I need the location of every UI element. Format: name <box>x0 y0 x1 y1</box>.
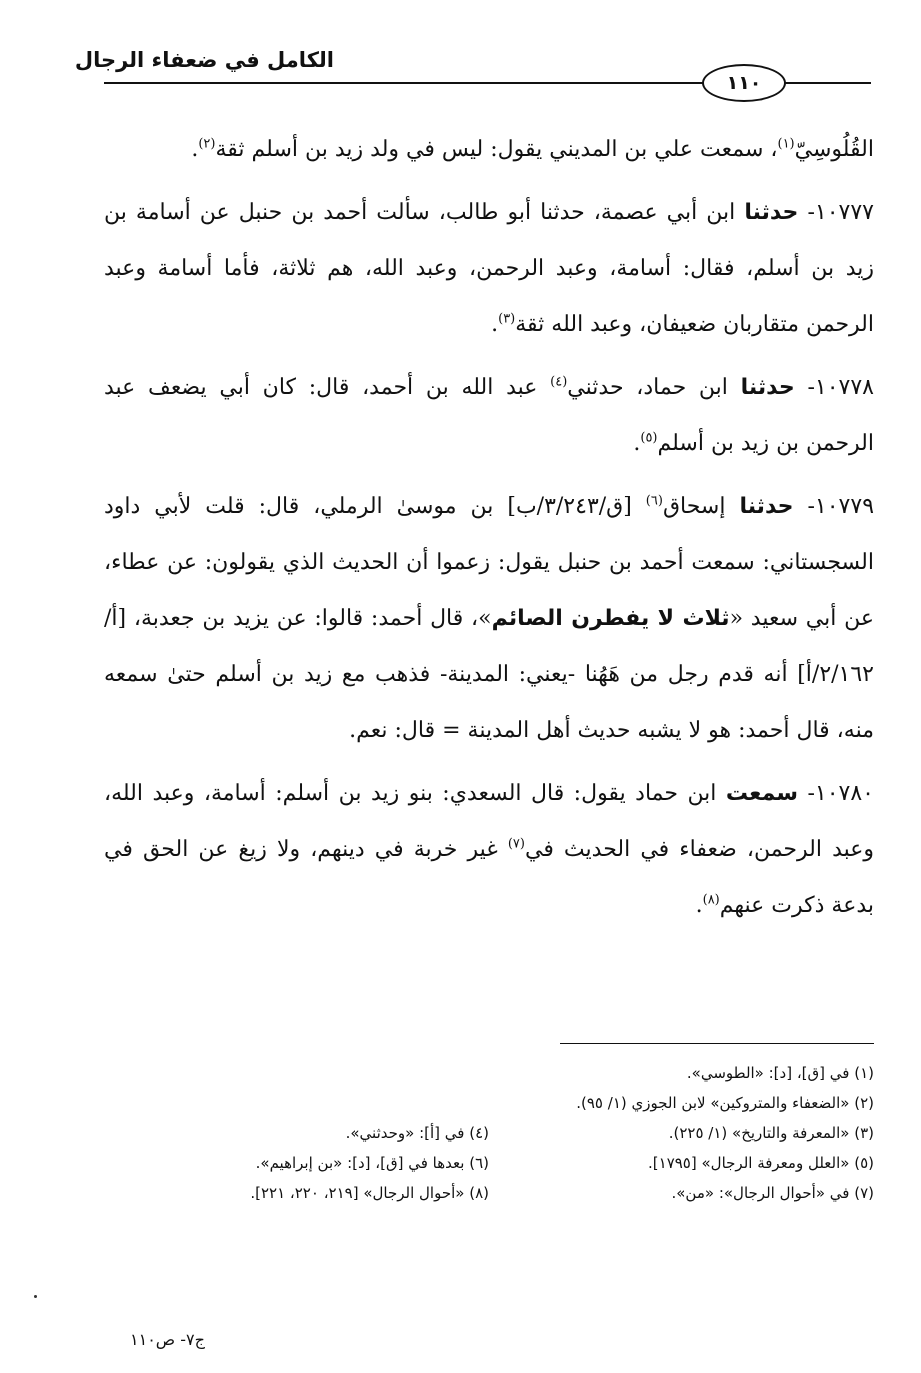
footnote-marker: (١) <box>777 136 795 152</box>
footnote-row <box>104 1148 874 1178</box>
footnote-3: (٣) «المعرفة والتاريخ» (١/ ٢٢٥). <box>668 1124 874 1142</box>
paragraph-10780 <box>104 766 874 934</box>
period: . <box>695 893 703 918</box>
footnote-5: (٥) «العلل ومعرفة الرجال» [١٧٩٥]. <box>648 1154 874 1172</box>
footnote-8: (٨) «أحوال الرجال» [٢١٩، ٢٢٠، ٢٢١]. <box>250 1184 489 1202</box>
footnote-6: (٦) بعدها في [ق]، [د]: «بن إبراهيم». <box>255 1154 489 1172</box>
footnote-marker: (٨) <box>702 892 720 908</box>
text: [ق/٣/٢٤٣/ب] بن موسىٰ الرملي، قال: قلت لأبي داود السجستاني: سمعت أحمد بن حنبل يقول: زعموا أن الحديث الذي يقولون: عن عطاء، عن أبي سعيد « <box>104 494 874 631</box>
footnote-marker: (٣) <box>498 311 516 327</box>
entry-keyword: حدثنا <box>739 494 794 519</box>
text: »، قال أحمد: قالوا: عن يزيد بن جعدبة، [أ/٢/١٦٢/أ] أنه قدم رجل من هَهُنا -يعني: المدينة- فذهب مع زيد بن أسلم حتىٰ سمعه منه، قال أحمد: هو لا يشبه حديث أهل المدينة = قال: نعم. <box>104 606 874 743</box>
footnote-7: (٧) في «أحوال الرجال»: «من». <box>671 1184 874 1202</box>
paragraph-10778 <box>104 360 874 472</box>
stray-dot <box>34 1295 37 1298</box>
volume-page-reference: ج٧- ص١١٠ <box>130 1330 205 1349</box>
entry-keyword: حدثنا <box>744 200 799 225</box>
footnote-2: (٢) «الضعفاء والمتروكين» لابن الجوزي (١/ ٩٥). <box>576 1094 874 1112</box>
text: ، سمعت علي بن المديني يقول: ليس في ولد زيد بن أسلم ثقة <box>215 137 778 162</box>
footnote-4: (٤) في [أ]: «وحدثني». <box>345 1124 489 1142</box>
footnote-1: (١) في [ق]، [د]: «الطوسي». <box>686 1064 874 1082</box>
paragraph-10779 <box>104 479 874 759</box>
entry-number: ١٠٧٧٧- <box>798 200 874 225</box>
entry-number: ١٠٧٧٨- <box>794 375 874 400</box>
period: . <box>491 312 499 337</box>
period: . <box>191 137 199 162</box>
footnote-row <box>104 1178 874 1208</box>
body-text <box>104 122 874 941</box>
footnote-separator <box>560 1043 874 1044</box>
footnote-marker: (٥) <box>640 430 658 446</box>
text: غير خربة في دينهم، ولا زيغ عن الحق في بدعة ذكرت عنهم <box>104 837 874 918</box>
entry-keyword: سمعت <box>725 781 798 806</box>
footnotes <box>104 1058 874 1208</box>
hadith-title: ثلاث لا يفطرن الصائم <box>491 606 730 631</box>
word: القُلُوسِيّ <box>794 137 874 162</box>
footnote-marker: (٧) <box>507 836 525 852</box>
period: . <box>633 431 641 456</box>
entry-number: ١٠٧٨٠- <box>797 781 874 806</box>
footnote-marker: (٤) <box>550 374 568 390</box>
entry-keyword: حدثنا <box>740 375 795 400</box>
paragraph-10777 <box>104 185 874 353</box>
text: عبد الله بن أحمد، قال: كان أبي يضعف عبد الرحمن بن زيد بن أسلم <box>104 375 874 456</box>
paragraph-intro <box>104 122 874 178</box>
running-header-title: الكامل في ضعفاء الرجال <box>74 48 334 72</box>
text: ابن أبي عصمة، حدثنا أبو طالب، سألت أحمد بن حنبل عن أسامة بن زيد بن أسلم، فقال: أسامة، وعبد الرحمن، وعبد الله، هم ثلاثة، فأما أسامة وعبد الرحمن متقاربان ضعيفان، وعبد الله ثقة <box>104 200 874 337</box>
entry-number: ١٠٧٧٩- <box>793 494 875 519</box>
text: ابن حماد يقول: قال السعدي: بنو زيد بن أسلم: أسامة، وعبد الله، وعبد الرحمن، ضعفاء في الحديث في <box>104 781 875 862</box>
footnote-row <box>104 1118 874 1148</box>
text: ابن حماد، حدثني <box>567 375 741 400</box>
footnote-marker: (٢) <box>198 136 216 152</box>
footnote-marker: (٦) <box>645 493 663 509</box>
text: إسحاق <box>662 494 740 519</box>
page-number: ١١٠ <box>702 64 786 102</box>
